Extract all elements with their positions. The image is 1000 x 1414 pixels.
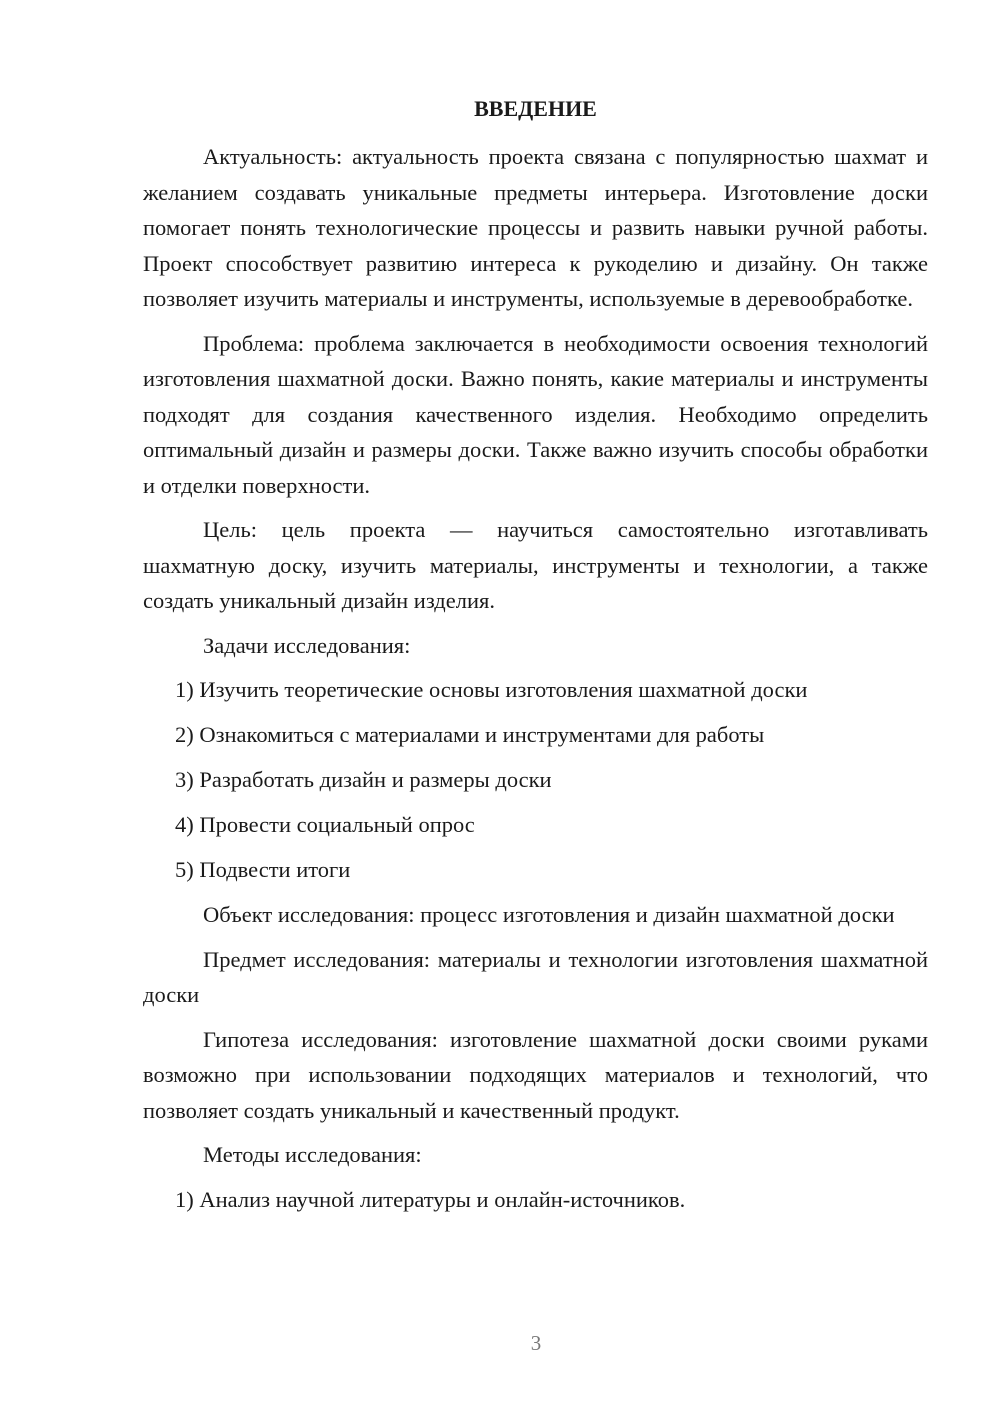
task-item: 4) Провести социальный опрос bbox=[175, 812, 475, 837]
method-item: 1) Анализ научной литературы и онлайн-источников. bbox=[175, 1186, 686, 1212]
task-item: 5) Подвести итоги bbox=[175, 857, 351, 882]
problem-paragraph: Проблема: проблема заключается в необходимости освоения технологий изготовления шахматной доски. Важно понять, какие материалы и инструменты подходят для создания качественного изделия. Необходимо определить оптимальный дизайн и размеры доски. Также важно изучить способы обработки и отделки поверхности. bbox=[143, 330, 928, 498]
section-title: ВВЕДЕНИЕ bbox=[474, 96, 597, 121]
methods-label: Методы исследования: bbox=[203, 1142, 422, 1167]
task-item: 1) Изучить теоретические основы изготовления шахматной доски bbox=[175, 677, 808, 702]
subject-paragraph: Предмет исследования: материалы и технологии изготовления шахматной доски bbox=[143, 946, 928, 1007]
page-number: 3 bbox=[530, 1331, 542, 1355]
hypothesis-paragraph: Гипотеза исследования: изготовление шахматной доски своими руками возможно при использовании подходящих материалов и технологий, что позволяет создать уникальный и качественный продукт. bbox=[143, 1026, 928, 1123]
task-item: 3) Разработать дизайн и размеры доски bbox=[175, 767, 552, 792]
tasks-list bbox=[143, 672, 928, 887]
relevance-paragraph: Актуальность: актуальность проекта связана с популярностью шахмат и желанием создавать уникальные предметы интерьера. Изготовление доски помогает понять технологические процессы и развить навыки ручной работы. Проект способствует развитию интереса к рукоделию и дизайну. Он также позволяет изучить материалы и инструменты, используемые в деревообработке. bbox=[143, 144, 928, 311]
document-page bbox=[143, 88, 928, 1227]
tasks-label: Задачи исследования: bbox=[203, 632, 411, 658]
methods-list bbox=[143, 1182, 928, 1217]
task-item: 2) Ознакомиться с материалами и инструментами для работы bbox=[175, 722, 765, 747]
object-paragraph: Объект исследования: процесс изготовления и дизайн шахматной доски bbox=[203, 902, 895, 927]
goal-paragraph: Цель: цель проекта — научиться самостоятельно изготавливать шахматную доску, изучить материалы, инструменты и технологии, а также создать уникальный дизайн изделия. bbox=[143, 517, 928, 613]
